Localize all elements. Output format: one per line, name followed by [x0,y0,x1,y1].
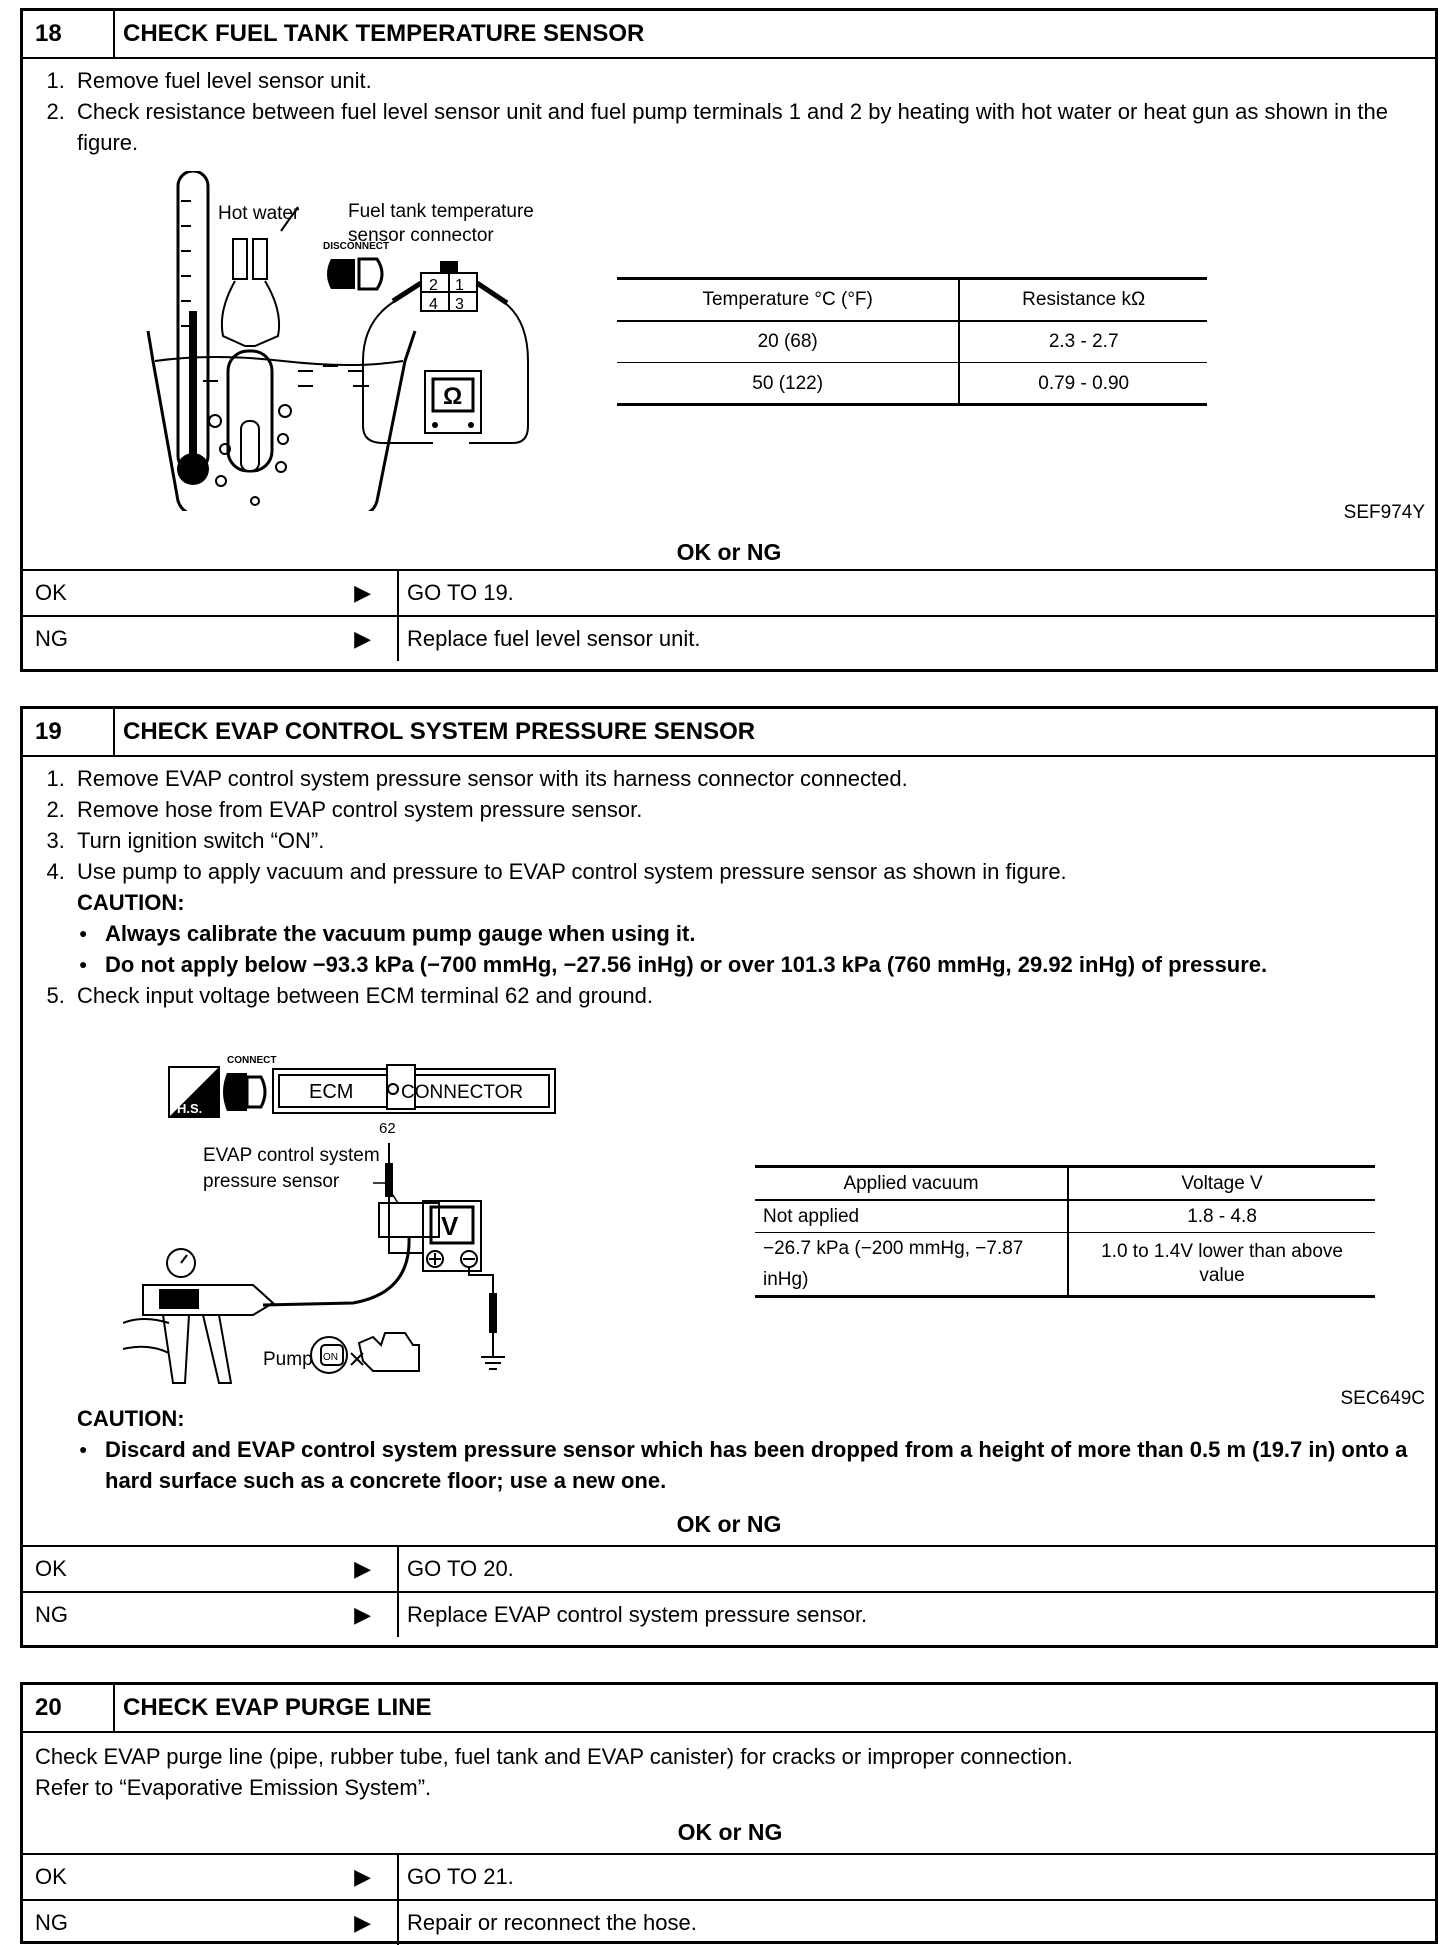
step-title: CHECK FUEL TANK TEMPERATURE SENSOR [123,20,645,47]
voltage-table [755,1165,1375,1298]
table-row: 50 (122) 0.79 - 0.90 [617,363,1207,405]
caution-item: ● Discard and EVAP control system pressure sensor which has been dropped from a height of more than 0.5 m (19.7 in) onto a hard surface such as a concrete floor; use a new one. [105,1434,1445,1496]
instruction: Check EVAP purge line (pipe, rubber tube, fuel tank and EVAP canister) for cracks or improper connection. [35,1744,1073,1769]
caution-label: CAUTION: [77,890,185,915]
result-row-ok: OK ▶ GO TO 19. [23,569,1435,615]
instruction: 1. Remove EVAP control system pressure sensor with its harness connector connected. [71,763,1425,794]
ok-or-ng-label: OK or NG [677,1819,783,1845]
step-header [23,1685,1435,1733]
step-number: 20 [23,1685,115,1731]
voltmeter-symbol: V [441,1211,459,1241]
ok-or-ng-label: OK or NG [676,539,782,565]
result-row-ng: NG ▶ Replace EVAP control system pressure sensor. [23,1591,1435,1637]
result-row-ok: OK ▶ GO TO 20. [23,1545,1435,1591]
arrow-icon: ▶ [303,1593,399,1637]
step-body [23,757,1435,1545]
arrow-icon: ▶ [303,571,399,615]
table-header: Temperature °C (°F) [617,279,959,321]
connector-half-icon [359,259,382,289]
table-header: Applied vacuum [755,1167,1068,1201]
arrow-icon: ▶ [303,1547,399,1591]
table-row: Not applied 1.8 - 4.8 [755,1200,1375,1233]
arrow-icon: ▶ [303,1901,399,1945]
caution-label: CAUTION: [77,1406,185,1431]
table-row: 20 (68) 2.3 - 2.7 [617,321,1207,363]
instruction: 2. Remove hose from EVAP control system pressure sensor. [71,794,1425,825]
result-row-ng: NG ▶ Replace fuel level sensor unit. [23,615,1435,661]
figure-code: SEC649C [1340,1388,1425,1409]
arrow-icon: ▶ [303,1855,399,1899]
instruction: 4. Use pump to apply vacuum and pressure to EVAP control system pressure sensor as shown in figure. [71,856,1425,887]
step-20 [20,1682,1438,1944]
instruction: 5. Check input voltage between ECM terminal 62 and ground. [71,980,1425,1011]
engine-icon [359,1333,419,1371]
resistance-table [617,277,1207,406]
sensor-label: pressure sensor [203,1171,340,1192]
ecm-label: ECM [309,1081,354,1103]
on-label: ON [323,1352,338,1363]
table-header: Resistance kΩ [1022,289,1146,311]
ohm-symbol: Ω [443,383,463,410]
table-row: −26.7 kPa (−200 mmHg, −7.87 inHg) 1.0 to 1.4V lower than above value [755,1233,1375,1297]
sensor-label: EVAP control system [203,1145,380,1166]
connector-label: Fuel tank temperature [348,201,534,222]
step-header [23,709,1435,757]
instruction-list [35,980,1425,1011]
connector-label: CONNECTOR [401,1082,524,1103]
connector-half-icon [327,259,355,289]
step-19 [20,706,1438,1648]
svg-text:1: 1 [455,277,464,294]
pressure-sensor-figure [123,1053,603,1403]
caution-list [77,1434,1445,1496]
step-title: CHECK EVAP PURGE LINE [123,1694,432,1721]
svg-text:3: 3 [455,296,464,313]
fuel-tank-sensor-figure [133,171,653,511]
instruction: 3. Turn ignition switch “ON”. [71,825,1425,856]
pump-label: Pump [263,1349,313,1370]
ok-or-ng-label: OK or NG [676,1511,782,1537]
figure-code: SEF974Y [1343,502,1425,523]
caution-item: ● Always calibrate the vacuum pump gauge when using it. [105,918,1425,949]
disconnect-label: DISCONNECT [323,241,390,252]
step-number: 19 [23,709,115,755]
caution-item: ● Do not apply below −93.3 kPa (−700 mmHg, −27.56 inHg) or over 101.3 kPa (760 mmHg, 29.92 inHg) of pressure. [105,949,1425,980]
result-row-ng: NG ▶ Repair or reconnect the hose. [23,1899,1435,1945]
table-header: Voltage V [1181,1173,1263,1194]
instruction-list [35,65,1425,158]
step-body [23,59,1435,569]
step-18 [20,8,1438,672]
arrow-icon: ▶ [303,617,399,661]
connector-label: sensor connector [348,225,494,246]
caution-list [35,918,1425,980]
instruction-list [35,763,1425,887]
connect-label: CONNECT [227,1055,277,1066]
hot-water-label: Hot water [218,203,300,224]
terminal-label: 62 [379,1120,396,1137]
instruction: Refer to “Evaporative Emission System”. [35,1775,432,1800]
svg-text:H.S.: H.S. [177,1101,203,1116]
result-row-ok: OK ▶ GO TO 21. [23,1853,1435,1899]
step-title: CHECK EVAP CONTROL SYSTEM PRESSURE SENSOR [123,718,756,745]
step-header [23,11,1435,59]
instruction: 2. Check resistance between fuel level sensor unit and fuel pump terminals 1 and 2 by heating with hot water or heat gun as shown in the figure. [71,96,1425,158]
step-number: 18 [23,11,115,57]
connector-icon [223,1073,247,1111]
step-body [23,1733,1435,1853]
svg-text:4: 4 [429,296,438,313]
svg-text:2: 2 [429,277,438,294]
instruction: 1. Remove fuel level sensor unit. [71,65,1425,96]
